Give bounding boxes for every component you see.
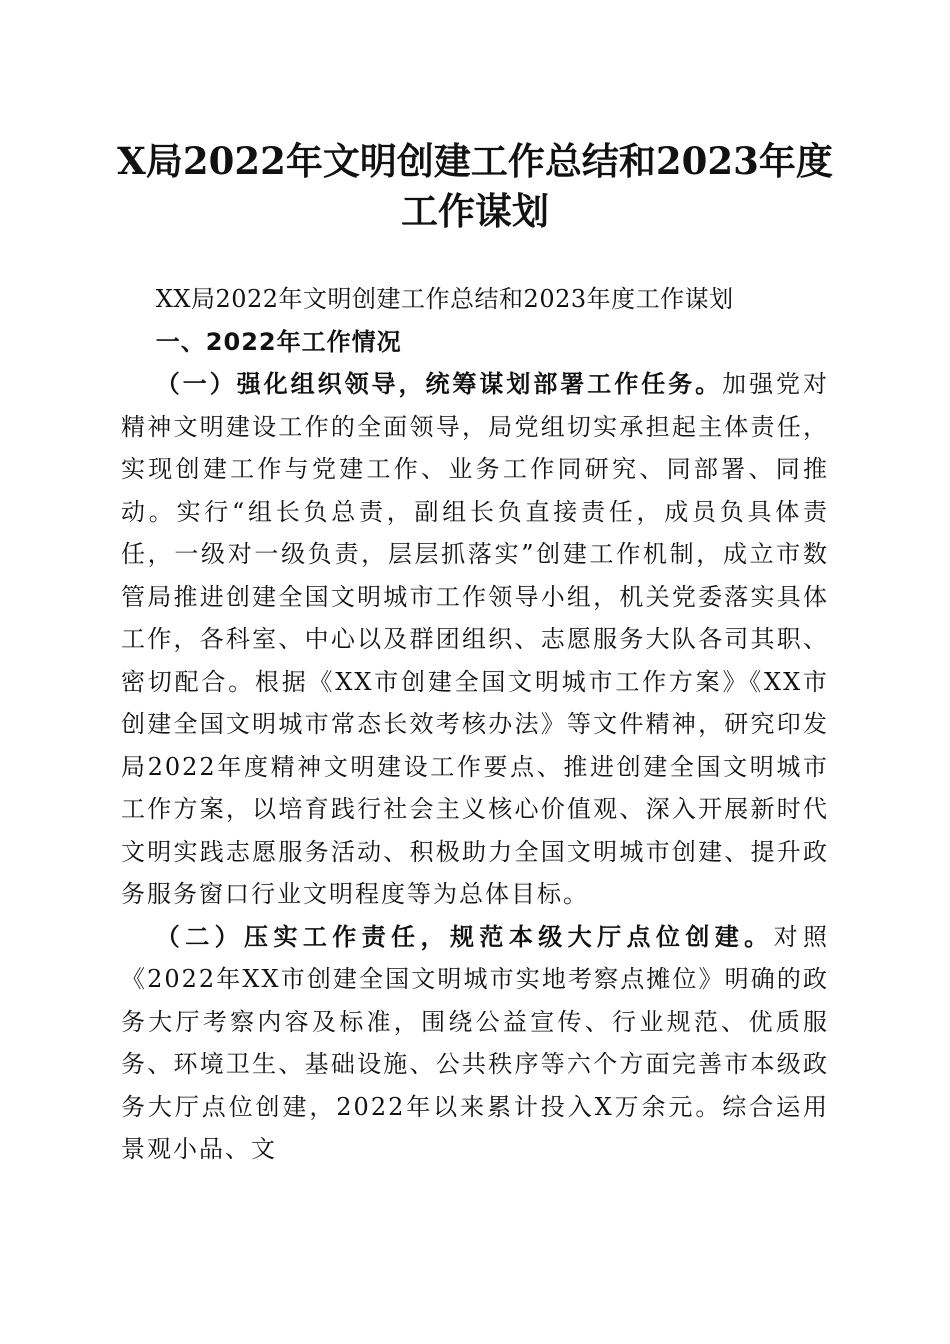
paragraph-1 (121, 363, 829, 916)
paragraph-2-lead: （二）压实工作责任，规范本级大厅点位创建。 (155, 921, 774, 951)
paragraph-2 (121, 916, 829, 1171)
document-subtitle: XX局2022年文明创建工作总结和2023年度工作谋划 (155, 285, 734, 313)
paragraph-1-text: 加强党对精神文明建设工作的全面领导，局党组切实承担起主体责任，实现创建工作与党建工作、业务工作同研究、同部署、同推动。实行“组长负总责，副组长负直接责任，成员负具体责任，一级对一级负责，层层抓落实”创建工作机制，成立市数管局推进创建全国文明城市工作领导小组，机关党委落实具体工作，各科室、中心以及群团组织、志愿服务大队各司其职、密切配合。根据《XX市创建全国文明城市工作方案》《XX市创建全国文明城市常态长效考核办法》等文件精神，研究印发局2022年度精神文明建设工作要点、推进创建全国文明城市工作方案，以培育践行社会主义核心价值观、深入开展新时代文明实践志愿服务活动、积极助力全国文明城市创建、提升政务服务窗口行业文明程度等为总体目标。 (121, 370, 830, 908)
section-heading: 一、2022年工作情况 (155, 327, 402, 356)
paragraph-1-lead: （一）强化组织领导，统筹谋划部署工作任务。 (155, 369, 723, 398)
document-body (121, 278, 829, 1171)
paragraph-2-text: 对照《2022年XX市创建全国文明城市实地考察点摊位》明确的政务大厅考察内容及标准，围绕公益宣传、行业规范、优质服务、环境卫生、基础设施、公共秩序等六个方面完善市本级政务大厅点位创建，2022年以来累计投入X万余元。综合运用景观小品、文 (121, 922, 830, 1163)
document-title: X局2022年文明创建工作总结和2023年度工作谋划 (117, 139, 833, 233)
